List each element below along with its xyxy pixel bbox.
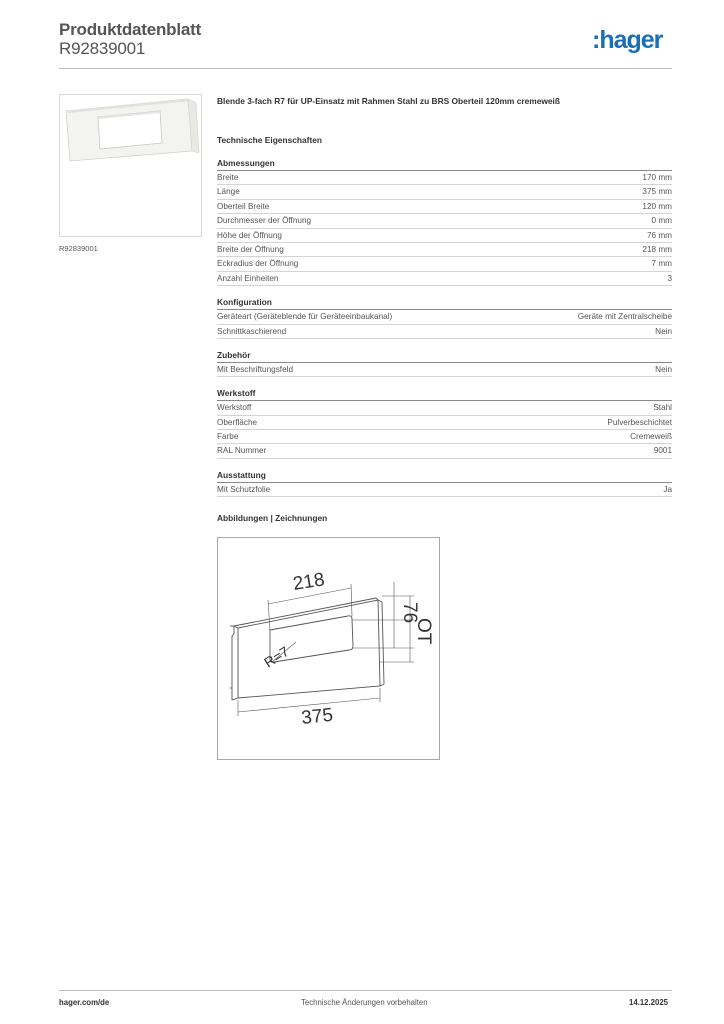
spec-section-title: Zubehör [217,349,672,363]
spec-row [217,310,672,324]
spec-row [217,325,672,339]
spec-label: Anzahl Einheiten [217,273,279,283]
spec-label: Eckradius der Öffnung [217,259,299,269]
technical-drawing [217,537,440,760]
spec-label: Breite [217,173,239,182]
spec-label: Mit Schutzfolie [217,484,271,494]
spec-label: Oberteil Breite [217,201,270,211]
spec-section [217,469,672,497]
footer-date: 14.12.2025 [629,998,669,1007]
drawings-heading: Abbildungen | Zeichnungen [217,513,328,524]
product-content [217,96,672,523]
dim-width-label: 218 [291,569,327,595]
spec-value: Stahl [653,403,672,413]
product-photo [59,94,202,237]
spec-row [217,229,672,243]
spec-value: 170 mm [642,173,672,182]
specification-sections [217,157,672,497]
spec-section [217,349,672,377]
spec-row [217,171,672,185]
spec-row [217,401,672,415]
spec-value: 0 mm [651,216,672,226]
spec-value: 120 mm [642,201,672,211]
tech-properties-heading: Technische Eigenschaften [217,135,323,145]
spec-section-title: Werkstoff [217,387,672,401]
photo-caption: R92839001 [59,244,98,253]
spec-label: Mit Beschriftungsfeld [217,364,293,374]
spec-value: 218 mm [642,244,672,254]
spec-row [217,483,672,497]
spec-section-title: Abmessungen [217,157,672,171]
footer-website-link[interactable]: hager.com/de [59,998,110,1007]
spec-label: Breite der Öffnung [217,244,284,254]
spec-section [217,157,672,286]
spec-label: Durchmesser der Öffnung [217,216,312,226]
product-photo-image [60,95,201,236]
product-heading: Blende 3-fach R7 für UP-Einsatz mit Rahmen Stahl zu BRS Oberteil 120mm cremeweiß [217,96,560,106]
spec-value: 7 mm [651,259,672,269]
spec-value: Ja [663,484,672,494]
spec-section-title: Ausstattung [217,469,672,483]
spec-row [217,416,672,430]
spec-value: Nein [655,326,672,336]
spec-row [217,214,672,228]
spec-value: Cremeweiß [630,432,672,442]
spec-label: RAL Nummer [217,446,267,456]
technical-drawing-svg [218,538,439,759]
article-number: R92839001 [59,39,146,58]
dim-radius-label: R=7 [261,643,292,671]
dim-ot-label: OT [413,618,434,645]
spec-label: Schnittkaschierend [217,326,287,336]
spec-label: Länge [217,187,240,197]
spec-row [217,200,672,214]
spec-value: 3 [667,273,672,283]
spec-value: Pulverbeschichtet [607,417,672,427]
spec-value: 76 mm [646,230,672,240]
plate-outline [238,600,380,698]
spec-value: Geräte mit Zentralscheibe [577,312,672,322]
footer-notice: Technische Änderungen vorbehalten [301,998,428,1007]
spec-section [217,387,672,459]
spec-row [217,257,672,271]
dim-height-label: 76 [399,602,420,624]
spec-section-title: Konfiguration [217,296,672,310]
spec-label: Geräteart (Geräteblende für Geräteeinbaukanal) [217,312,393,322]
spec-label: Farbe [217,432,239,442]
dim-length-label: 375 [300,704,335,729]
hager-logo: :hager [592,26,663,54]
footer-divider [59,990,672,991]
spec-row [217,444,672,458]
spec-label: Werkstoff [217,403,252,413]
page-title: Produktdatenblatt [59,20,202,39]
spec-section [217,296,672,339]
spec-row [217,243,672,257]
spec-row [217,430,672,444]
spec-value: Nein [655,364,672,374]
spec-row [217,185,672,199]
spec-value: 9001 [653,446,672,456]
spec-row [217,363,672,377]
header-divider [59,68,672,69]
spec-value: 375 mm [642,187,672,197]
spec-label: Oberfläche [217,417,258,427]
spec-label: Höhe der Öffnung [217,230,282,240]
spec-row [217,272,672,286]
